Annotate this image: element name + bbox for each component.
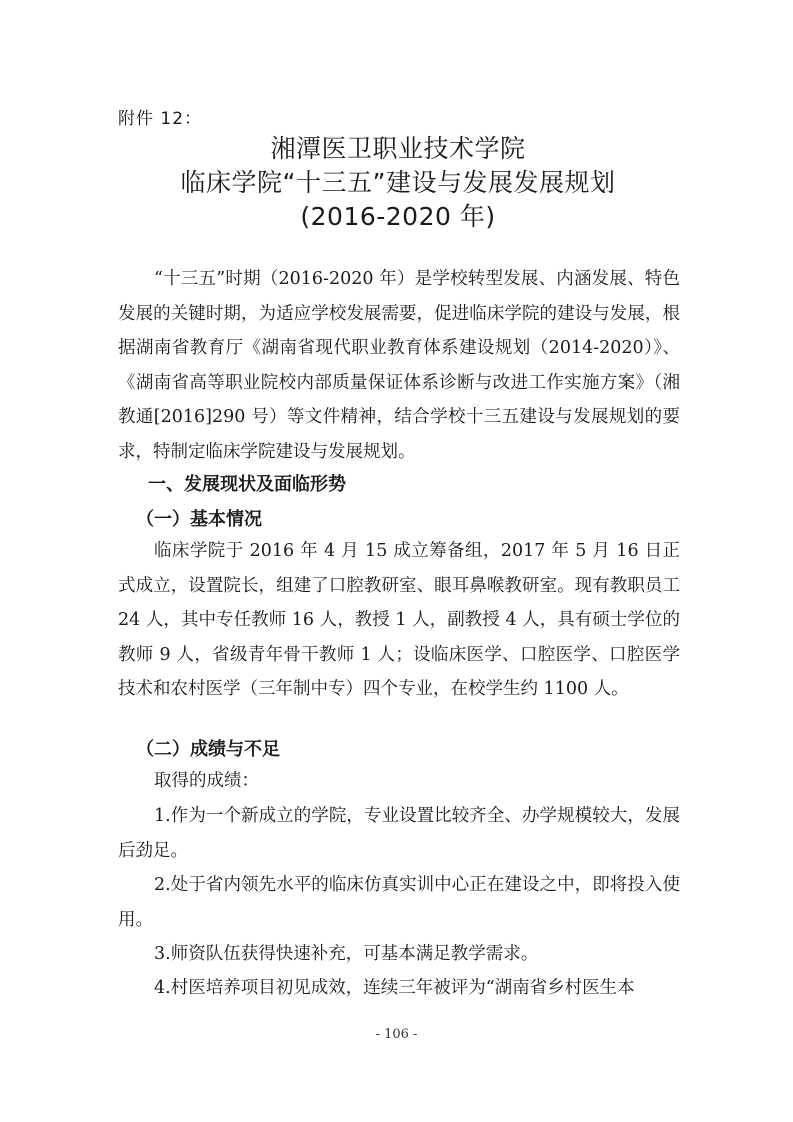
- achievements-lead: [118, 764, 680, 799]
- attachment-label: 附件 12：: [118, 109, 203, 129]
- achievement-item-text: 1.作为一个新成立的学院，专业设置比较齐全、办学规模较大，发展后劲足。: [118, 806, 680, 861]
- page-number: - 106 -: [375, 1027, 418, 1042]
- achievement-item-1: [118, 799, 680, 868]
- achievement-item-4: [118, 971, 680, 1006]
- achievement-item-text: 3.师资队伍获得快速补充，可基本满足教学需求。: [154, 944, 539, 964]
- basic-info-text: 临床学院于 2016 年 4 月 15 成立筹备组，2017 年 5 月 16 日正式成立，设置院长，组建了口腔教研室、眼耳鼻喉教研室。现有教职员工 24 人，其中专任教师 16 人，教授 1 人，副教授 4 人，具有硕士学位的教师 9 人，省级青年骨干教师 1 人；设临床医学、口腔医学、口腔医学技术和农村医学（三年制中专）四个专业，在校学生约 1100 人。: [118, 541, 680, 699]
- title-line-1: 湘潭医卫职业技术学院: [270, 134, 526, 163]
- basic-info-paragraph: [118, 534, 680, 707]
- achievement-item-text: 4.村医培养项目初见成效，连续三年被评为“湖南省乡村医生本: [154, 978, 635, 998]
- achievements-lead-text: 取得的成绩：: [154, 771, 259, 791]
- title-line-2: 临床学院“十三五”建设与发展发展规划: [180, 168, 616, 197]
- intro-paragraph: [118, 262, 680, 469]
- subsection-heading-basic: （一）基本情况: [136, 509, 262, 530]
- subsection-heading-achievements: （二）成绩与不足: [136, 739, 280, 760]
- title-line-3: (2016-2020 年): [300, 202, 496, 231]
- achievement-item-3: [118, 937, 680, 972]
- achievement-item-2: [118, 868, 680, 937]
- intro-text: “十三五”时期（2016-2020 年）是学校转型发展、内涵发展、特色发展的关键时期，为适应学校发展需要，促进临床学院的建设与发展，根据湖南省教育厅《湖南省现代职业教育体系建设规划（2014-2020）》、《湖南省高等职业院校内部质量保证体系诊断与改进工作实施方案》（湘教通[2016]290 号）等文件精神，结合学校十三五建设与发展规划的要求，特制定临床学院建设与发展规划。: [118, 269, 680, 462]
- achievement-item-text: 2.处于省内领先水平的临床仿真实训中心正在建设之中，即将投入使用。: [118, 875, 680, 930]
- section-heading-1: 一、发展现状及面临形势: [148, 474, 346, 495]
